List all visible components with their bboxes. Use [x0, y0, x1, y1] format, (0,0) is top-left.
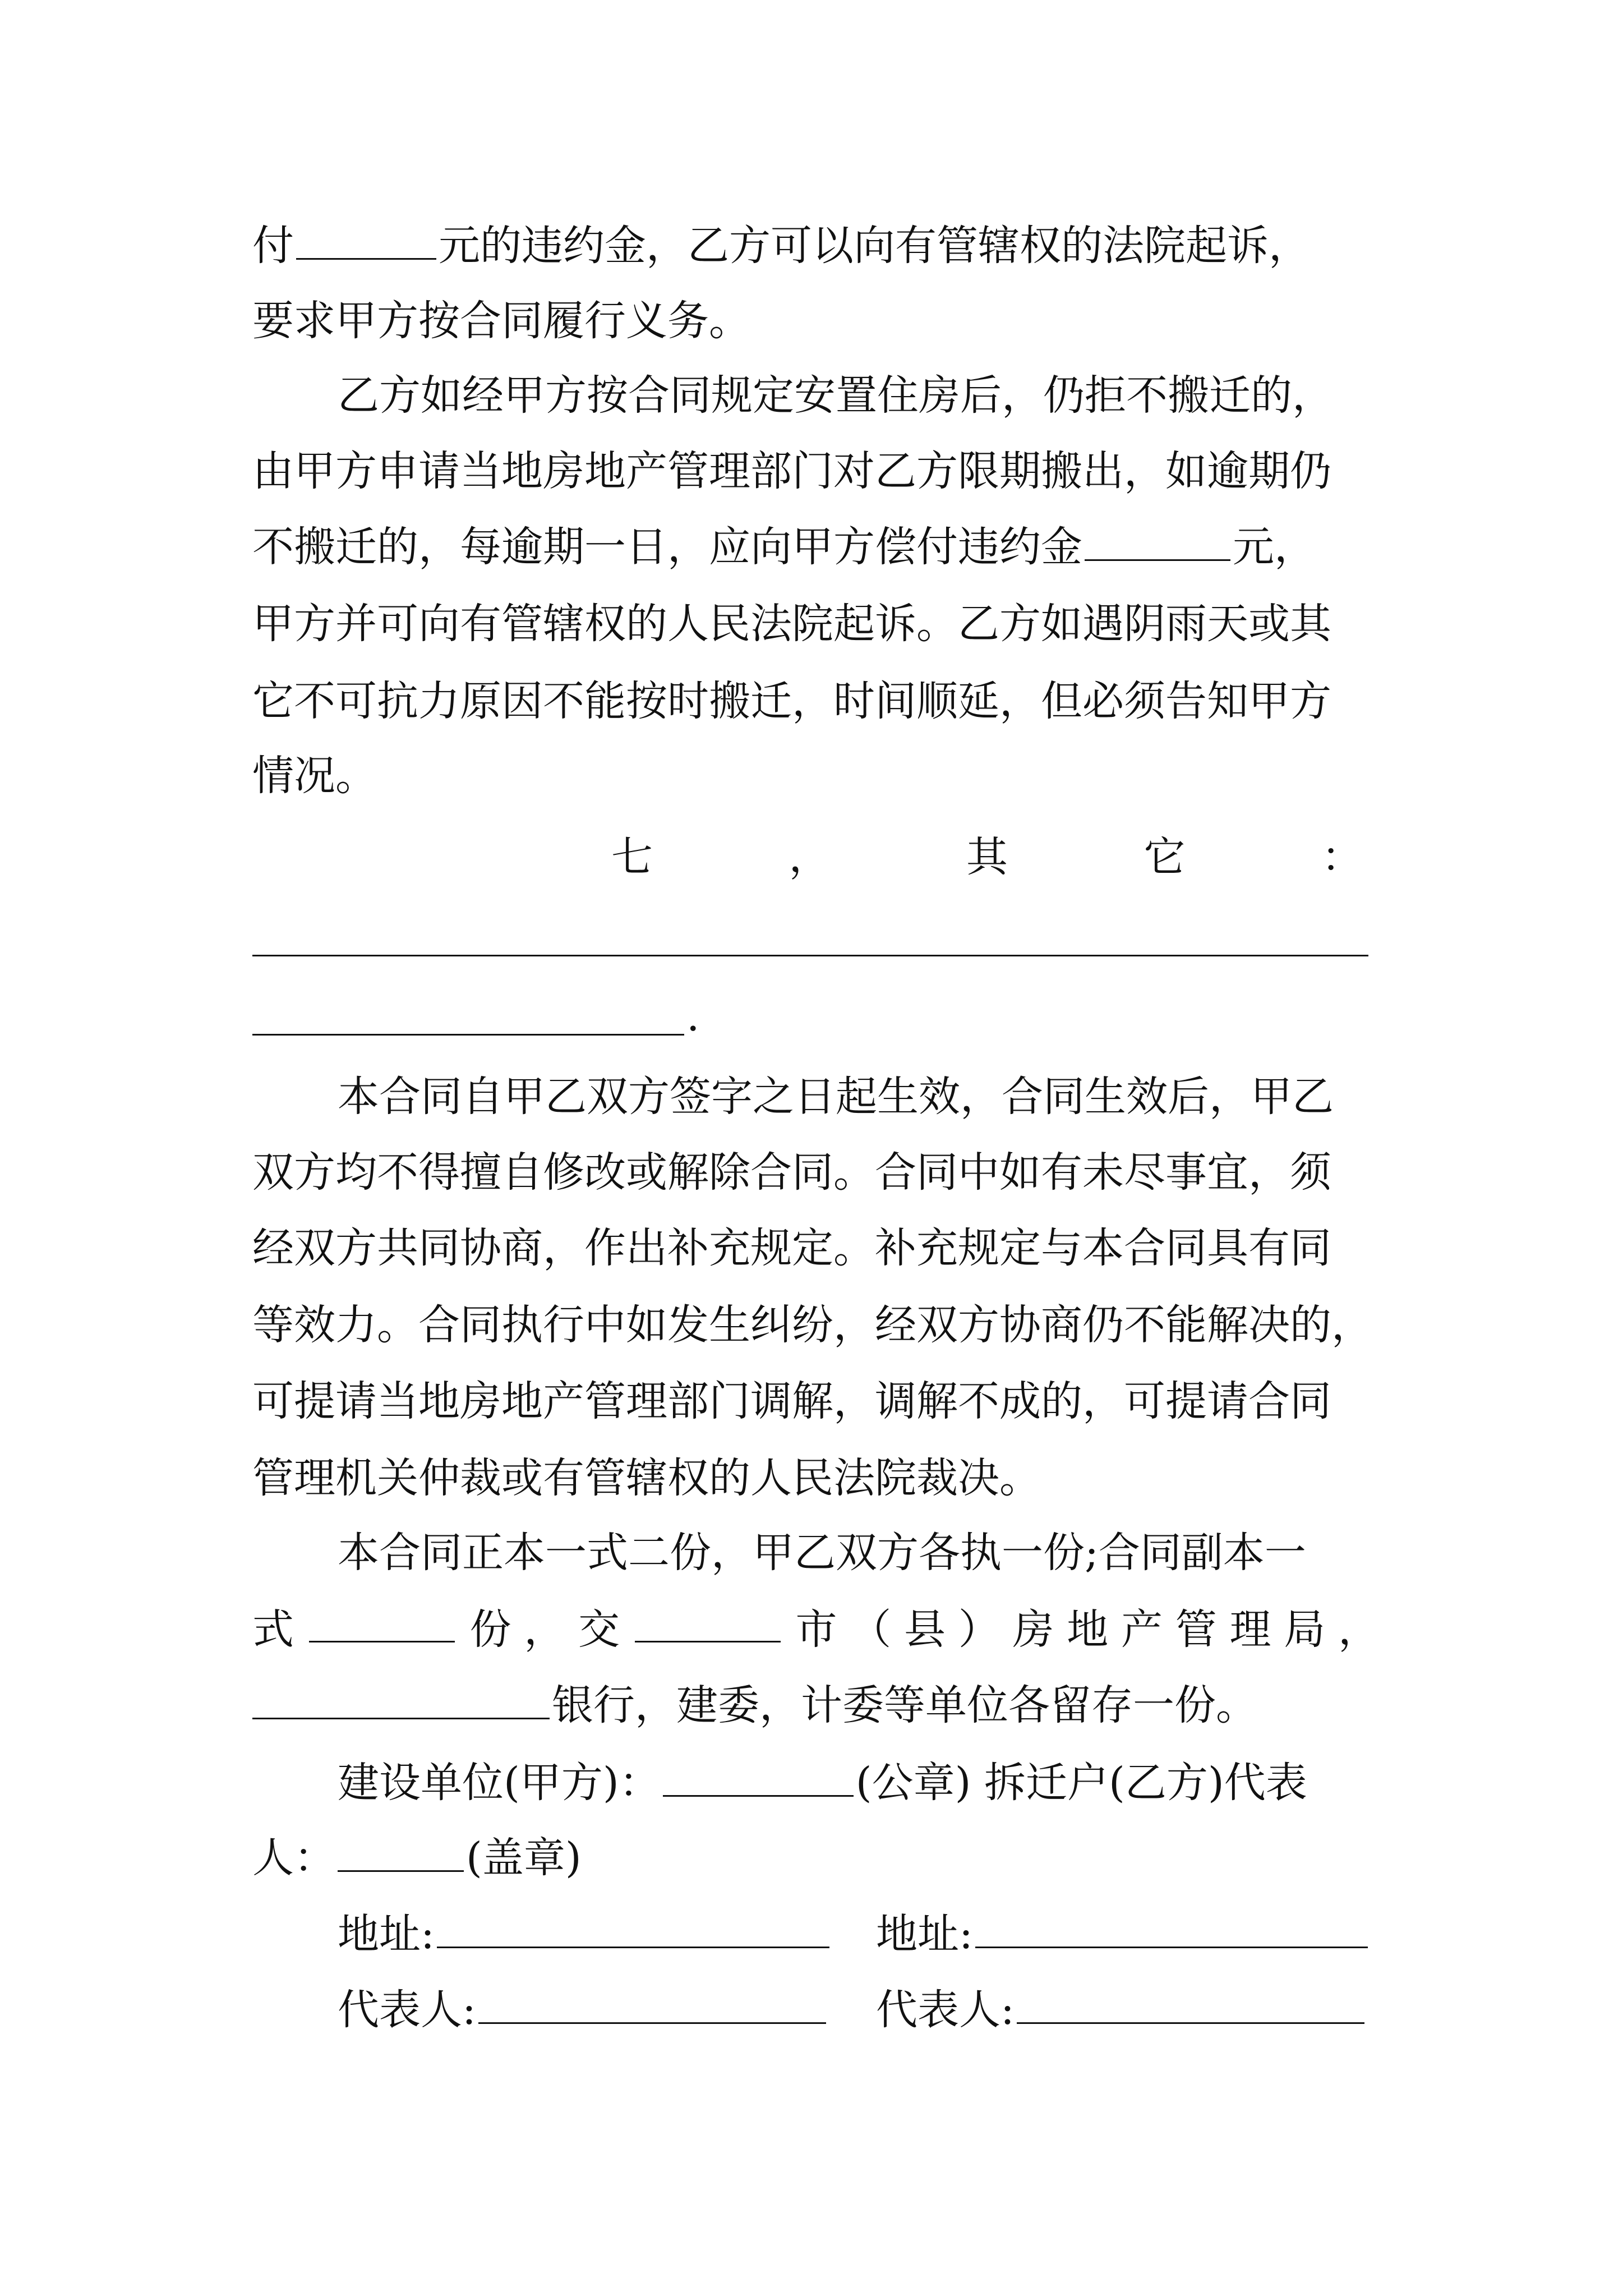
text-line: 本合同自甲乙双方签字之日起生效，合同生效后，甲乙: [338, 1073, 1334, 1121]
text-segment: ，: [524, 1605, 566, 1654]
text-segment: 交: [578, 1605, 620, 1654]
text-line: [252, 519, 1385, 575]
heading-char: 其: [966, 833, 1008, 881]
blank-line[interactable]: [252, 1034, 684, 1036]
heading-char: 它: [1144, 833, 1186, 881]
text-segment: 管: [1175, 1605, 1217, 1654]
blank-underline[interactable]: [1085, 520, 1230, 561]
text-segment: 产: [1121, 1605, 1163, 1654]
blank-underline[interactable]: [296, 219, 436, 260]
text-segment: 人：: [252, 1834, 335, 1882]
text-segment: 份: [469, 1605, 511, 1654]
text-line: 双方均不得擅自修改或解除合同。合同中如有未尽事宜，须: [252, 1148, 1331, 1197]
text-segment: 元的违约金，乙方可以向有管辖权的法院起诉，: [439, 222, 1310, 270]
address-label: 地址:: [338, 1910, 435, 1958]
text-segment: 地: [1067, 1605, 1109, 1654]
address-row-b: [876, 1906, 1370, 1962]
heading-char: ，: [789, 833, 831, 881]
text-segment: 元，: [1233, 523, 1316, 571]
text-segment: 县: [904, 1605, 946, 1654]
section-heading: [611, 829, 1363, 885]
text-segment: 银行，建委，计委等单位各留存一份。: [552, 1681, 1257, 1729]
heading-char: ：: [1321, 833, 1363, 881]
text-segment: 房: [1012, 1605, 1054, 1654]
text-line: 等效力。合同执行中如发生纠纷，经双方协商仍不能解决的，: [252, 1301, 1373, 1349]
representative-row-a: [338, 1982, 828, 2038]
text-segment: ）: [958, 1605, 1000, 1654]
address-row-a: [338, 1906, 832, 1962]
text-line: 可提请当地房地产管理部门调解，调解不成的，可提请合同: [252, 1377, 1331, 1425]
blank-underline[interactable]: [437, 1907, 829, 1948]
text-line: 管理机关仲裁或有管辖权的人民法院裁决。: [252, 1454, 1041, 1502]
text-segment: 局: [1284, 1605, 1326, 1654]
blank-underline[interactable]: [309, 1602, 455, 1642]
blank-underline[interactable]: [975, 1907, 1368, 1948]
text-segment: （: [850, 1605, 892, 1654]
text-segment: 市: [795, 1605, 837, 1654]
text-line: [252, 1602, 1380, 1658]
text-line: [252, 1830, 1385, 1886]
heading-char: 七: [611, 833, 653, 881]
text-segment: 不搬迁的，每逾期一日，应向甲方偿付违约金: [252, 523, 1082, 571]
text-segment: 付: [252, 222, 294, 270]
blank-underline[interactable]: [338, 1831, 464, 1872]
text-line: 乙方如经甲方按合同规定安置住房后，仍拒不搬迁的，: [338, 371, 1334, 420]
text-segment: 理: [1229, 1605, 1271, 1654]
text-line: 由甲方申请当地房地产管理部门对乙方限期搬出，如逾期仍: [252, 447, 1331, 495]
blank-line[interactable]: [252, 955, 1368, 956]
text-line: [252, 1677, 1385, 1733]
end-period: .: [686, 992, 700, 1041]
text-line: 要求甲方按合同履行义务。: [252, 297, 750, 345]
text-line: 甲方并可向有管辖权的人民法院起诉。乙方如遇阴雨天或其: [252, 600, 1331, 648]
text-segment: ，: [1338, 1605, 1380, 1654]
text-segment: 建设单位(甲方)：: [338, 1759, 661, 1807]
representative-label: 代表人:: [876, 1986, 1015, 2034]
text-segment: (公章) 拆迁户(乙方)代表: [855, 1759, 1307, 1807]
text-line: 它不可抗力原因不能按时搬迁，时间顺延，但必须告知甲方: [252, 677, 1331, 725]
text-segment: (盖章): [466, 1834, 582, 1882]
representative-row-b: [876, 1982, 1367, 2038]
text-segment: 式: [252, 1605, 294, 1654]
text-line: 本合同正本一式二份，甲乙双方各执一份;合同副本一: [338, 1529, 1306, 1577]
blank-underline[interactable]: [252, 1678, 550, 1719]
address-label: 地址:: [876, 1910, 973, 1958]
text-line: [252, 218, 1385, 274]
text-line: 经双方共同协商，作出补充规定。补充规定与本合同具有同: [252, 1224, 1331, 1272]
blank-underline[interactable]: [663, 1756, 854, 1797]
blank-underline[interactable]: [1017, 1983, 1364, 2024]
blank-underline[interactable]: [478, 1983, 826, 2024]
text-line: 情况。: [252, 752, 377, 800]
representative-label: 代表人:: [338, 1986, 476, 2034]
blank-underline[interactable]: [635, 1602, 781, 1642]
text-line: [338, 1755, 1385, 1811]
